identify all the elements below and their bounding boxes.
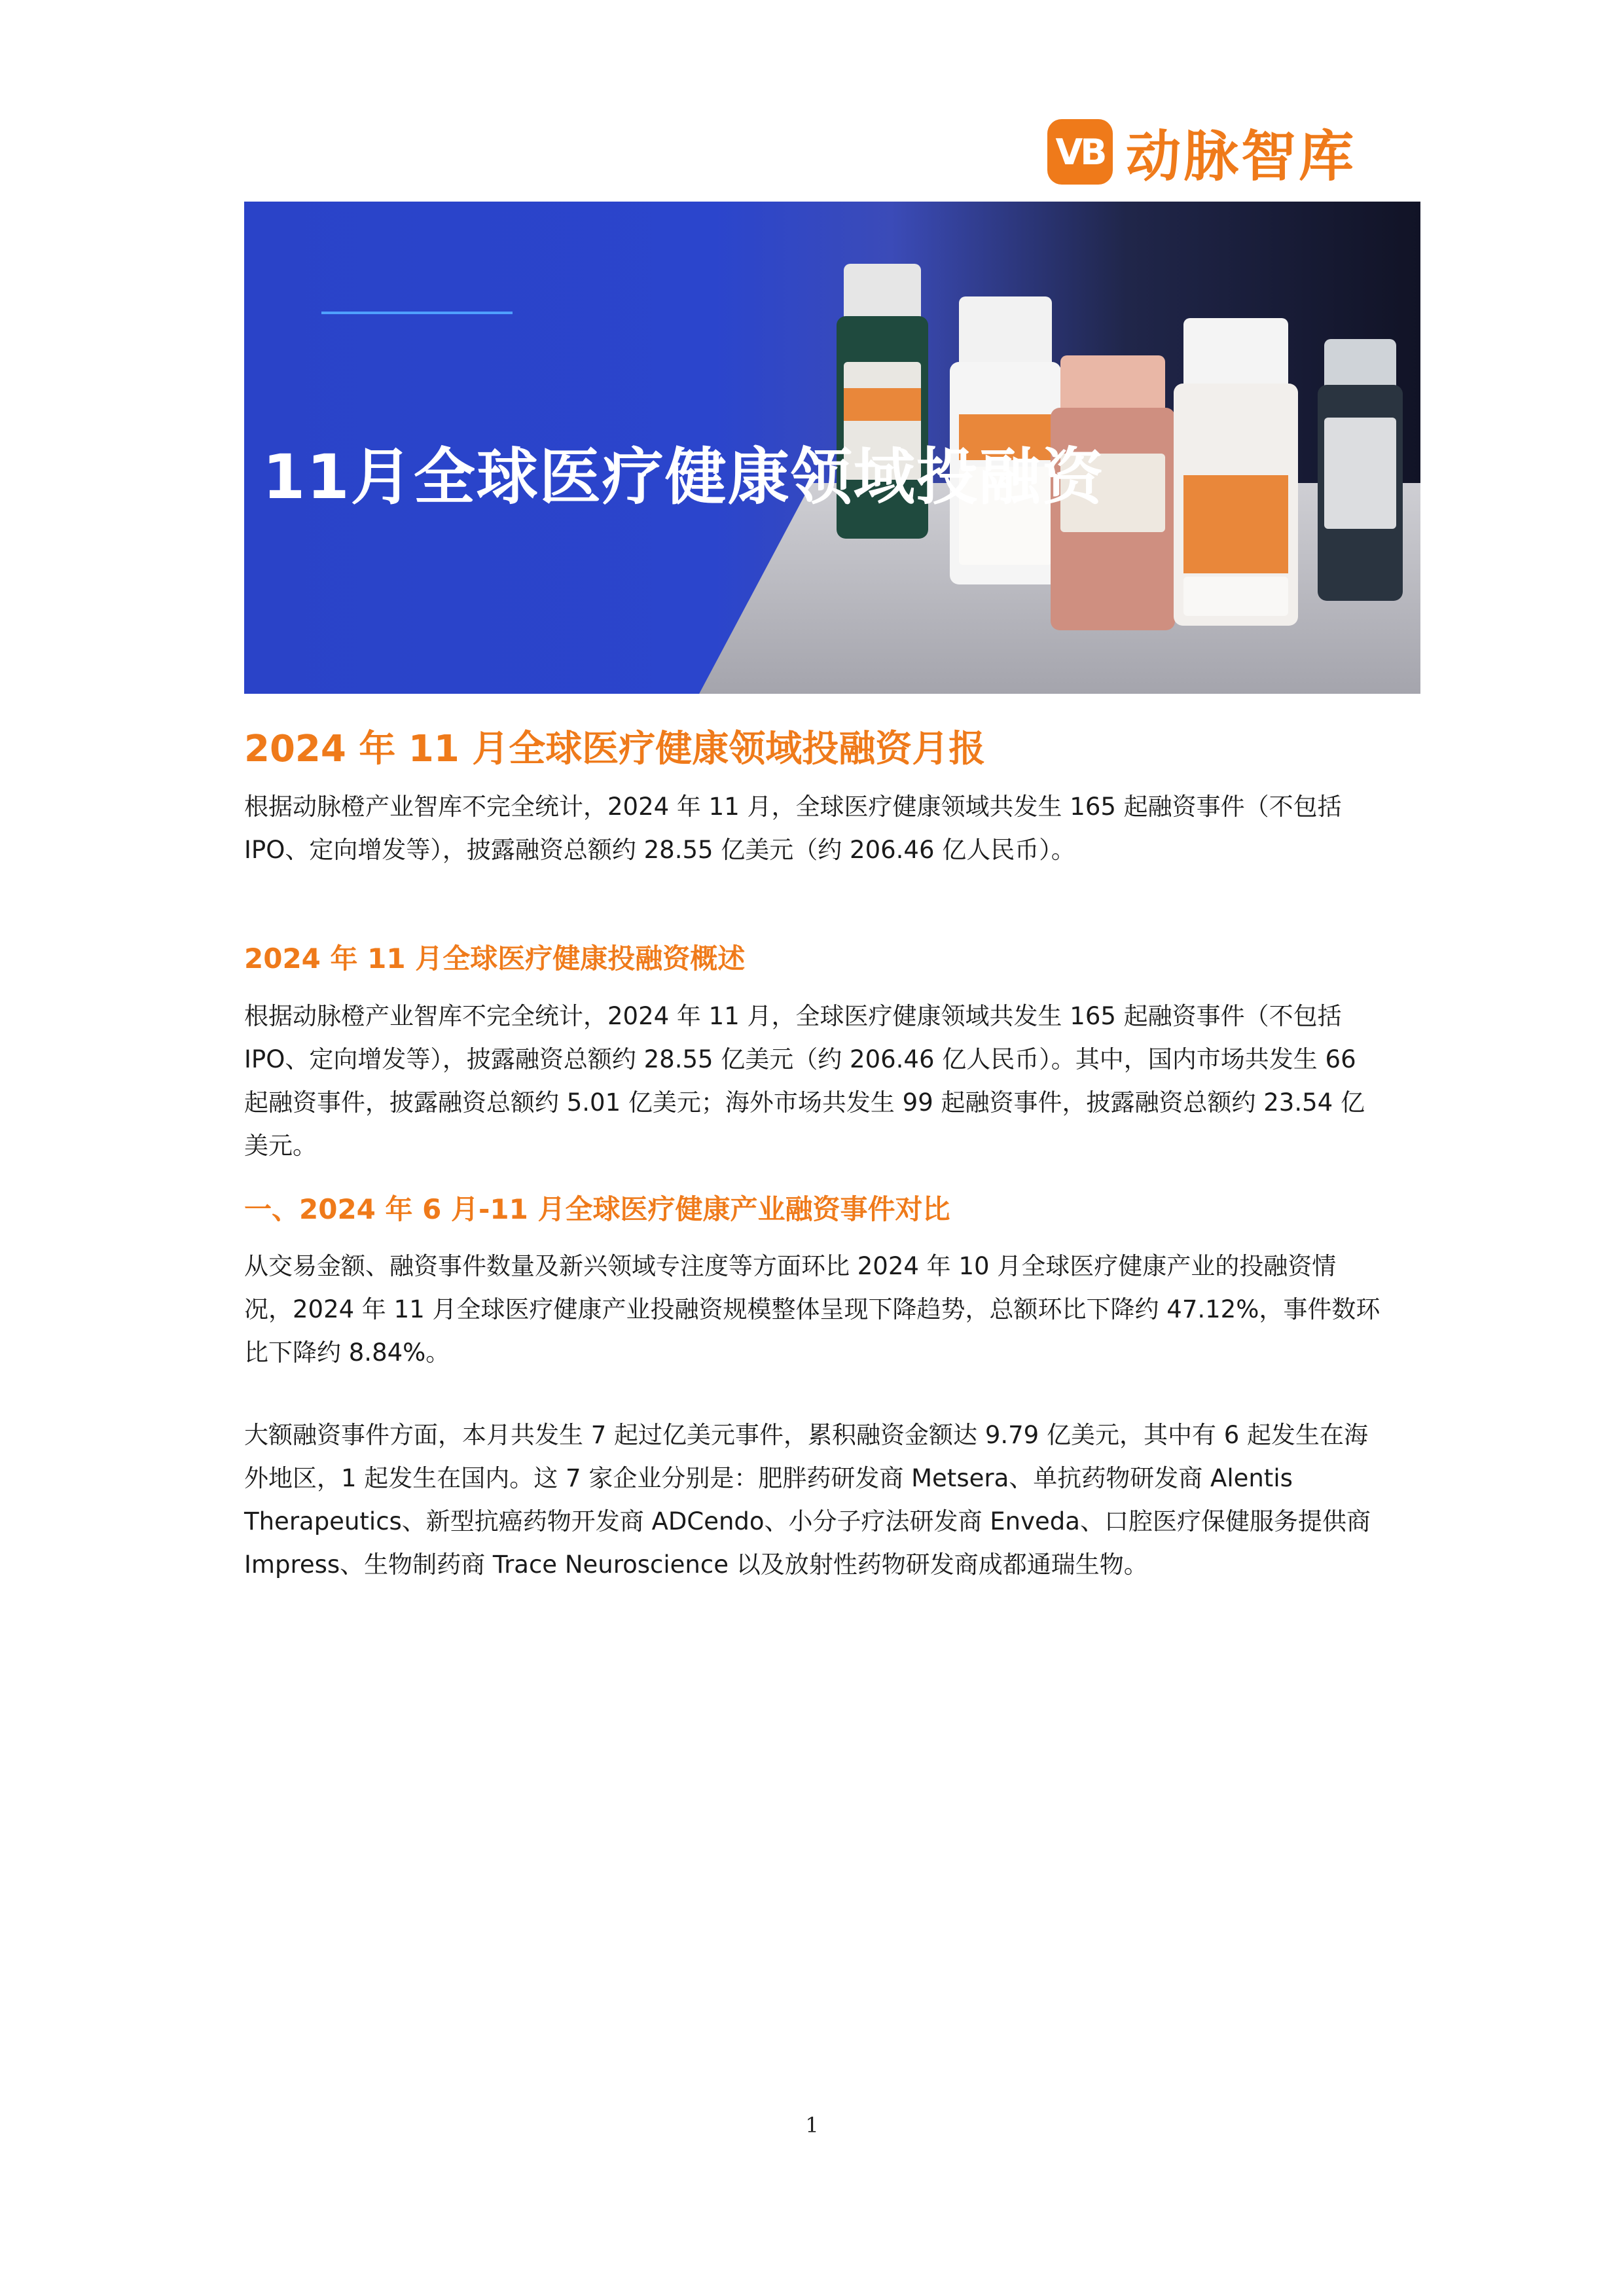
report-title: 2024 年 11 月全球医疗健康领域投融资月报 [244,728,986,770]
logo-mark-icon: VB [1047,119,1113,185]
banner-title: 11月全球医疗健康领域投融资 [262,442,1105,513]
banner-accent-line [321,312,513,314]
overview-heading: 2024 年 11 月全球医疗健康投融资概述 [244,942,746,975]
page-number: 1 [805,2113,819,2138]
intro-paragraph: 根据动脉橙产业智库不完全统计，2024 年 11 月，全球医疗健康领域共发生 165 起融资事件（不包括 IPO、定向增发等），披露融资总额约 28.55 亿美元（约 206.46 亿人民币）。 [244,793,1342,864]
section-one-heading: 一、2024 年 6 月-11 月全球医疗健康产业融资事件对比 [244,1193,950,1225]
paint-bottle-light-pink [1174,318,1298,626]
section-one-paragraph-1: 从交易金额、融资事件数量及新兴领域专注度等方面环比 2024 年 10 月全球医疗健康产业的投融资情况，2024 年 11 月全球医疗健康产业投融资规模整体呈现下降趋势，总额环比下降约 47.12%，事件数环比下降约 8.84%。 [244,1252,1380,1367]
logo-name: 动脉智库 [1126,124,1357,188]
cover-banner [244,202,1420,694]
brand-logo [1047,119,1357,188]
paint-bottle-dark [1318,339,1403,601]
overview-paragraph: 根据动脉橙产业智库不完全统计，2024 年 11 月，全球医疗健康领域共发生 165 起融资事件（不包括 IPO、定向增发等），披露融资总额约 28.55 亿美元（约 206.46 亿人民币）。其中，国内市场共发生 66 起融资事件，披露融资总额约 5.01 亿美元；海外市场共发生 99 起融资事件，披露融资总额约 23.54 亿美元。 [244,1002,1365,1160]
section-one-paragraph-2: 大额融资事件方面，本月共发生 7 起过亿美元事件，累积融资金额达 9.79 亿美元，其中有 6 起发生在海外地区，1 起发生在国内。这 7 家企业分别是：肥胖药研发商 Metsera、单抗药物研发商 Alentis Therapeutics、新型抗癌药物开发商 ADCendo、小分子疗法研发商 Enveda、口腔医疗保健服务提供商 Impress、生物制药商 Trace Neuroscience 以及放射性药物研发商成都通瑞生物。 [244,1421,1371,1579]
